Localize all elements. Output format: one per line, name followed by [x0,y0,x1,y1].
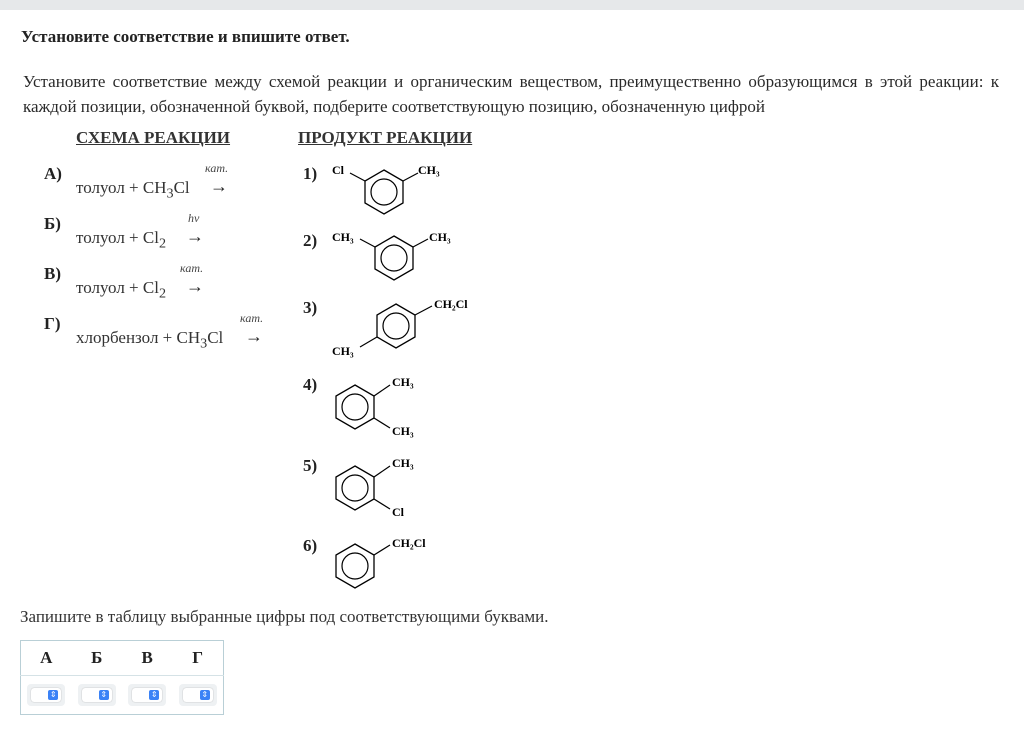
structure-label: CH₃ [332,344,354,358]
scheme-column-header: СХЕМА РЕАКЦИИ [76,128,231,147]
product-column-header: ПРОДУКТ РЕАКЦИИ [298,128,473,147]
answer-header-row [21,641,224,676]
structure-label: CH₃ [392,375,414,389]
select-stepper-icon: ⇕ [100,690,108,699]
answer-select-v[interactable] [128,684,166,706]
product-number: 5) [303,456,318,475]
reaction-arrow: → [186,226,204,246]
structure-label: CH₃ [418,163,440,177]
task-text: Установите соответствие между схемой реакции и органическим веществом, преимущественно образующимся в этой реакции: к каждой позиции, обозначенной буквой, подберите соответствующую позицию, обозначенную цифрой [23,72,999,116]
structure-label: Cl [332,163,344,177]
select-stepper-icon: ⇕ [201,690,209,699]
select-stepper-icon: ⇕ [150,690,158,699]
reaction-scheme: хлорбензол + $CH_3Cl$ [76,328,224,352]
answer-select-a[interactable] [27,684,65,706]
product-number: 3) [303,298,318,317]
product-number: 4) [303,375,318,394]
answer-select-row [21,676,224,715]
reaction-scheme: толуол + $Cl_2$ [76,278,167,302]
reaction-condition: кат. [205,161,229,175]
reaction-condition: кат. [240,311,264,325]
reaction-condition: кат. [180,261,204,275]
reaction-arrow: → [245,326,263,346]
reaction-scheme: толуол + $Cl_2$ [76,228,167,252]
answer-header: Г [192,648,204,667]
product-5-structure [330,453,450,523]
product-number: 1) [303,164,318,183]
product-number: 6) [303,536,318,555]
structure-label: CH₃ [332,230,354,244]
reaction-letter: В) [44,264,61,283]
structure-label: CH₃ [392,424,414,438]
structure-label: Cl [392,505,404,519]
answer-header: А [40,648,53,667]
answer-select-g[interactable] [179,684,217,706]
structure-label: CH₂Cl [434,297,468,311]
structure-label: CH₂Cl [392,536,426,550]
product-number: 2) [303,231,318,250]
select-stepper-icon: ⇕ [49,690,57,699]
answer-header: Б [91,648,103,667]
answer-table [20,640,224,715]
product-2-structure [330,226,460,288]
reaction-condition: hv [188,211,200,225]
structure-label: CH₃ [429,230,451,244]
reaction-arrow: → [210,176,228,196]
top-bar [0,0,1024,10]
reaction-letter: Г) [44,314,61,333]
product-1-structure [330,160,460,222]
product-4-structure [330,372,450,440]
product-6-structure [330,531,450,591]
answer-select-b[interactable] [78,684,116,706]
reaction-arrow: → [186,276,204,296]
product-3-structure [330,294,480,360]
reaction-letter: А) [44,164,62,183]
reaction-letter: Б) [44,214,61,233]
structure-label: CH₃ [392,456,414,470]
answer-header: В [141,648,153,667]
instruction-text: Запишите в таблицу выбранные цифры под соответствующими буквами. [20,607,549,626]
reaction-scheme: толуол + $CH_3Cl$ [76,178,190,202]
task-title: Установите соответствие и впишите ответ. [21,27,350,46]
